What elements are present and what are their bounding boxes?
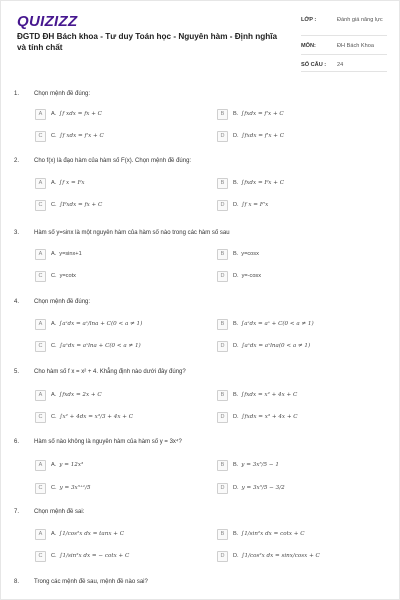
option-box: A	[35, 460, 46, 471]
option-text: ∫fxdx = 2x + C	[59, 392, 102, 398]
question-number: 2.	[14, 158, 20, 164]
option-text: ∫f xdx = fx + C	[59, 111, 102, 117]
option-box: B	[217, 109, 228, 120]
option-text: ∫aˣdx = aˣ/lna + C(0 < a ≠ 1)	[59, 321, 143, 327]
option-text: y=sinx+1	[59, 251, 82, 257]
option-letter: B.	[233, 180, 239, 186]
option-letter: A.	[51, 111, 57, 117]
option-letter: D.	[233, 553, 239, 559]
option-letter: C.	[51, 273, 57, 279]
option-box: B	[217, 178, 228, 189]
option-letter: D.	[233, 202, 239, 208]
option-box: B	[217, 460, 228, 471]
option-letter: C.	[51, 485, 57, 491]
meta-class-label: LỚP :	[301, 17, 317, 23]
option-text: ∫1/cos²x dx = tanx + C	[59, 531, 125, 537]
meta-count-row	[301, 58, 387, 72]
option-box: B	[217, 529, 228, 540]
option-letter: D.	[233, 273, 239, 279]
option-box: C	[35, 271, 46, 282]
question-text: Chọn mệnh đề đúng:	[34, 91, 91, 97]
option-letter: B.	[233, 531, 239, 537]
option-box: D	[217, 131, 228, 142]
option-letter: D.	[233, 485, 239, 491]
option-letter: B.	[233, 251, 239, 257]
option-text: ∫1/sin²x dx = cotx + C	[241, 531, 305, 537]
option-box: C	[35, 131, 46, 142]
option-text: ∫fxdx = f'x + C	[241, 111, 284, 117]
option-letter: A.	[51, 392, 57, 398]
option-letter: D.	[233, 414, 239, 420]
option-letter: B.	[233, 462, 239, 468]
option-box: D	[217, 551, 228, 562]
option-box: C	[35, 200, 46, 211]
question-number: 3.	[14, 230, 20, 236]
question-text: Chọn mệnh đề sai:	[34, 509, 85, 515]
option-box: A	[35, 109, 46, 120]
meta-class-row	[301, 13, 387, 36]
option-text: ∫1/sin²x dx = − cotx + C	[59, 553, 130, 559]
option-letter: A.	[51, 462, 57, 468]
option-text: ∫fxdx = Fx + C	[241, 180, 284, 186]
option-letter: A.	[51, 180, 57, 186]
meta-subject-value: ĐH Bách Khoa	[337, 43, 375, 49]
option-box: A	[35, 529, 46, 540]
option-letter: A.	[51, 531, 57, 537]
question-number: 4.	[14, 299, 20, 305]
option-text: y = 3x⁵/5 − 3/2	[241, 485, 285, 491]
option-letter: B.	[233, 111, 239, 117]
option-text: ∫f x = F'x	[241, 202, 269, 208]
option-text: ∫aˣdx = aˣlna(0 < a ≠ 1)	[241, 343, 311, 349]
question-text: Chọn mệnh đề đúng:	[34, 299, 91, 305]
option-letter: C.	[51, 202, 57, 208]
option-box: C	[35, 483, 46, 494]
option-box: A	[35, 178, 46, 189]
option-box: B	[217, 319, 228, 330]
option-letter: A.	[51, 321, 57, 327]
option-letter: A.	[51, 251, 57, 257]
meta-class-value: Đánh giá năng lực	[337, 17, 383, 23]
option-box: C	[35, 341, 46, 352]
question-text: Trong các mệnh đề sau, mệnh đề nào sai?	[34, 579, 148, 585]
question-number: 6.	[14, 439, 20, 445]
option-letter: C.	[51, 553, 57, 559]
quizizz-logo: QUIZIZZ	[17, 13, 78, 30]
question-number: 7.	[14, 509, 20, 515]
option-text: ∫1/cos²x dx = sinx/cosx + C	[241, 553, 320, 559]
option-text: ∫aˣdx = aˣlna + C(0 < a ≠ 1)	[59, 343, 141, 349]
option-letter: C.	[51, 414, 57, 420]
option-box: B	[217, 390, 228, 401]
option-box: D	[217, 200, 228, 211]
option-box: C	[35, 412, 46, 423]
option-box: A	[35, 319, 46, 330]
option-box: D	[217, 412, 228, 423]
question-number: 5.	[14, 369, 20, 375]
question-text: Cho f(x) là đạo hàm của hàm số F(x). Chọn mệnh đề đúng:	[34, 158, 192, 164]
option-box: D	[217, 341, 228, 352]
question-text: Hàm số y=sinx là một nguyên hàm của hàm số nào trong các hàm số sau	[34, 230, 230, 236]
option-box: D	[217, 271, 228, 282]
meta-subject-row	[301, 39, 387, 55]
option-text: ∫fxdx = f'x + C	[241, 133, 284, 139]
option-box: D	[217, 483, 228, 494]
option-text: ∫aˣdx = aˣ + C(0 < a ≠ 1)	[241, 321, 314, 327]
option-text: y=-cosx	[241, 273, 262, 279]
option-text: ∫f x = Fx	[59, 180, 85, 186]
worksheet-title: ĐGTD ĐH Bách khoa - Tư duy Toán học - Nguyên hàm - Định nghĩa và tính chất	[17, 32, 278, 52]
option-box: B	[217, 249, 228, 260]
meta-count-value: 24	[337, 62, 344, 68]
option-box: A	[35, 390, 46, 401]
option-box: A	[35, 249, 46, 260]
question-text: Hàm số nào không là nguyên hàm của hàm số y = 3x⁴?	[34, 439, 182, 445]
option-text: ∫Fxdx = fx + C	[59, 202, 103, 208]
option-text: y = 3x⁵⁺¹/5	[59, 485, 91, 491]
option-letter: D.	[233, 133, 239, 139]
option-letter: C.	[51, 133, 57, 139]
question-number: 1.	[14, 91, 20, 97]
meta-count-label: SỐ CÂU :	[301, 62, 327, 68]
option-text: ∫f xdx = f'x + C	[59, 133, 104, 139]
option-letter: B.	[233, 321, 239, 327]
option-text: y=cotx	[59, 273, 76, 279]
option-box: C	[35, 551, 46, 562]
option-letter: C.	[51, 343, 57, 349]
option-text: y = 12x³	[59, 462, 84, 468]
option-text: y=cosx	[241, 251, 259, 257]
option-text: ∫fxdx = x² + 4x + C	[241, 392, 298, 398]
meta-subject-label: MÔN:	[301, 43, 316, 49]
question-number: 8.	[14, 579, 20, 585]
option-text: ∫fxdx = x³ + 4x + C	[241, 414, 298, 420]
option-text: ∫x² + 4dx = x³/3 + 4x + C	[59, 414, 134, 420]
option-letter: D.	[233, 343, 239, 349]
option-text: y = 3x⁵/5 − 1	[241, 462, 279, 468]
question-text: Cho hàm số f x = x² + 4. Khẳng định nào dưới đây đúng?	[34, 369, 186, 375]
worksheet-meta	[301, 13, 387, 72]
option-letter: B.	[233, 392, 239, 398]
